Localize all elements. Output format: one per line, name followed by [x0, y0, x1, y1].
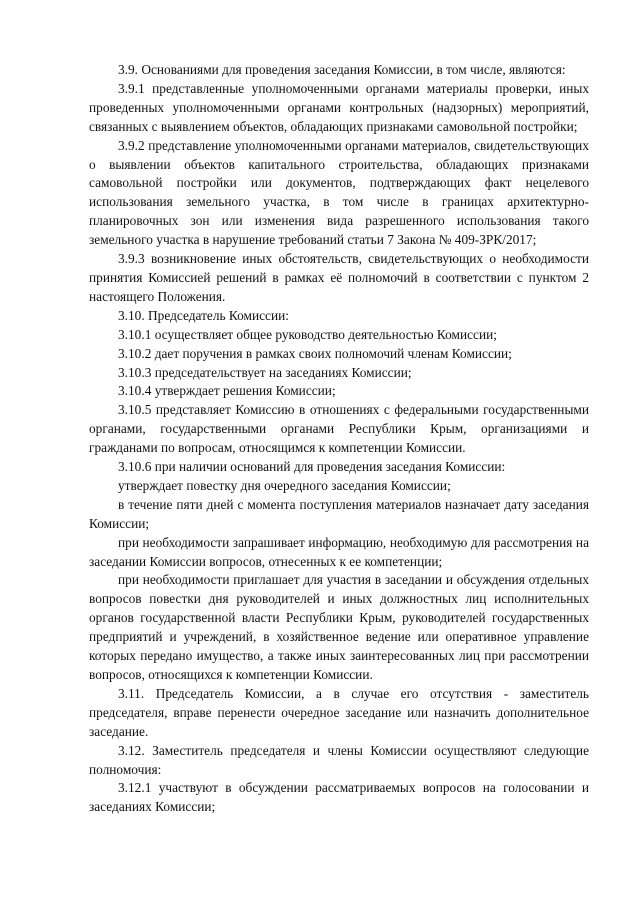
paragraph-3-10-1: 3.10.1 осуществляет общее руководство деятельностью Комиссии; — [118, 326, 497, 342]
paragraph-meeting-date: в течение пяти дней с момента поступления материалов назначает дату заседания Комиссии; — [89, 496, 589, 531]
document-body — [89, 61, 589, 817]
paragraph-3-10-4: 3.10.4 утверждает решения Комиссии; — [118, 383, 336, 399]
paragraph-3-11: 3.11. Председатель Комиссии, а в случае его отсутствия - заместитель председателя, вправе перенести очередное заседание или назначить дополнительное заседание. — [89, 685, 589, 739]
paragraph-3-12-1: 3.12.1 участвуют в обсуждении рассматриваемых вопросов на голосовании и заседаниях Комиссии; — [89, 780, 589, 815]
paragraph-invite: при необходимости приглашает для участия в заседании и обсуждения отдельных вопросов повестки дня руководителей и иных должностных лиц исполнительных органов государственной власти Республики Крым, руководителей государственных предприятий и учреждений, в хозяйственное ведение или оперативное управление которых передано имущество, а также иных заинтересованных лиц при рассмотрении вопросов, относящихся к компетенции Комиссии. — [89, 572, 589, 682]
paragraph-3-9: 3.9. Основаниями для проведения заседания Комиссии, в том числе, являются: — [118, 62, 566, 77]
paragraph-request-info: при необходимости запрашивает информацию, необходимую для рассмотрения на заседании Комиссии вопросов, отнесенных к ее компетенции; — [89, 534, 589, 569]
paragraph-3-12: 3.12. Заместитель председателя и члены Комиссии осуществляют следующие полномочия: — [89, 742, 589, 777]
paragraph-3-10-3: 3.10.3 председательствует на заседаниях Комиссии; — [118, 364, 412, 380]
paragraph-3-10-2: 3.10.2 дает поручения в рамках своих полномочий членам Комиссии; — [118, 345, 512, 361]
paragraph-3-10: 3.10. Председатель Комиссии: — [118, 307, 289, 323]
paragraph-3-10-6: 3.10.6 при наличии оснований для проведения заседания Комиссии: — [118, 459, 506, 475]
paragraph-3-9-3: 3.9.3 возникновение иных обстоятельств, свидетельствующих о необходимости принятия Комиссией решений в рамках её полномочий в соответствии с пунктом 2 настоящего Положения. — [89, 251, 589, 304]
paragraph-3-9-2: 3.9.2 представление уполномоченными органами материалов, свидетельствующих о выявлении объектов капитального строительства, обладающих признаками самовольной постройки или документов, подтверждающих факт нецелевого использования земельного участка, в том числе в границах архитектурно-планировочных зон или изменения вида разрешенного использования такого земельного участка в нарушение требований статьи 7 Закона № 409-ЗРК/2017; — [89, 137, 589, 248]
paragraph-agenda: утверждает повестку дня очередного заседания Комиссии; — [118, 477, 451, 493]
paragraph-3-10-5: 3.10.5 представляет Комиссию в отношениях с федеральными государственными органами, государственными органами Республики Крым, организациями и гражданами по вопросам, относящимся к компетенции Комиссии. — [89, 402, 589, 456]
paragraph-3-9-1: 3.9.1 представленные уполномоченными органами материалы проверки, иных проведенных уполномоченными органами контрольных (надзорных) мероприятий, связанных с выявлением объектов, обладающих признаками самовольной постройки; — [89, 80, 589, 134]
